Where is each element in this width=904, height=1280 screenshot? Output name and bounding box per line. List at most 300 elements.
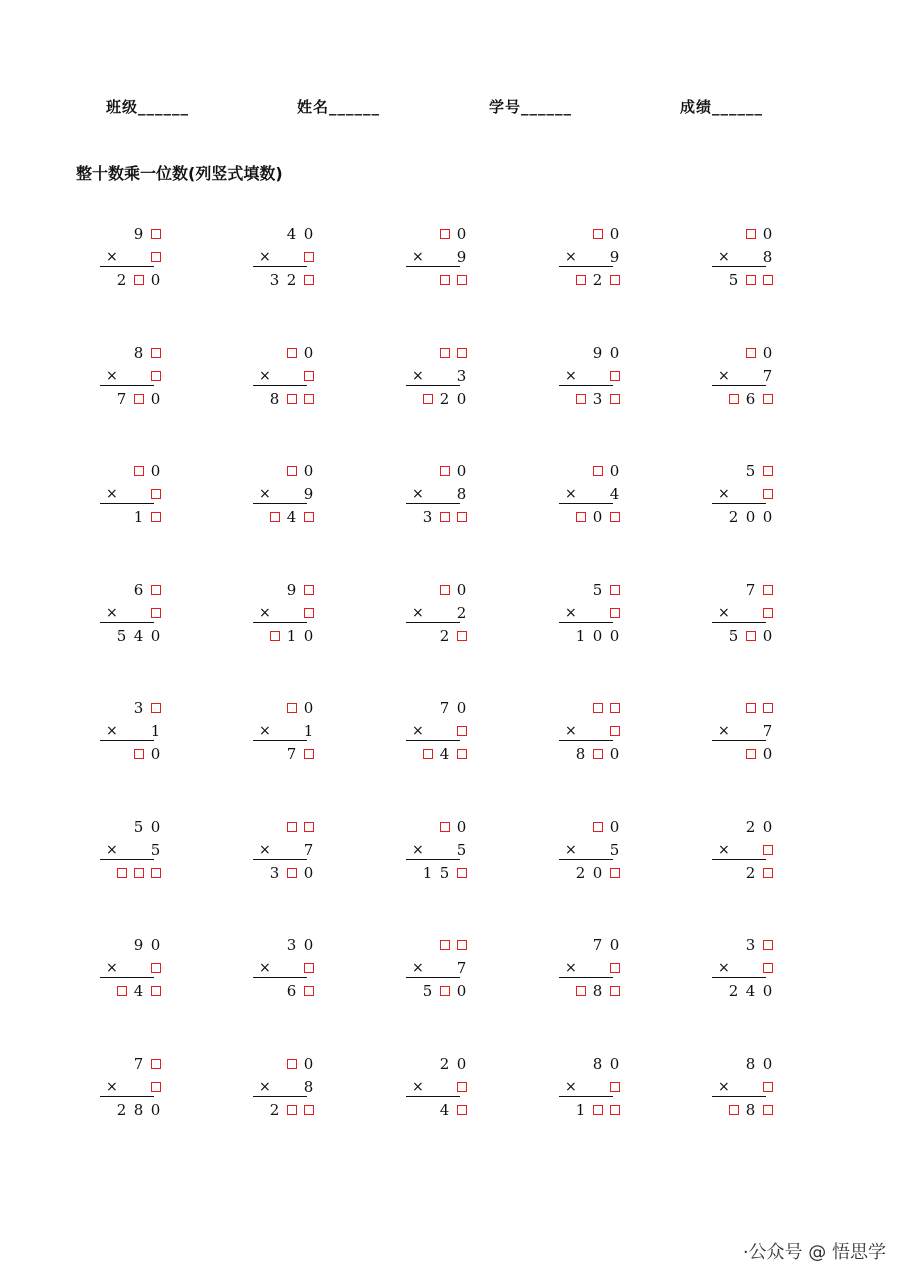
blank-box[interactable] bbox=[130, 270, 147, 290]
digit: 4 bbox=[286, 225, 297, 243]
digit: 0 bbox=[609, 745, 620, 763]
digit: 7 bbox=[456, 959, 467, 977]
blank-box[interactable] bbox=[589, 461, 606, 481]
multiplier bbox=[300, 247, 317, 267]
multiplication-problem bbox=[251, 698, 321, 768]
digit: 8 bbox=[456, 485, 467, 503]
multiplier bbox=[300, 721, 317, 741]
multiply-sign: × bbox=[565, 249, 577, 265]
answer-line bbox=[559, 622, 613, 623]
answer-line bbox=[559, 859, 613, 860]
blank-box[interactable] bbox=[436, 270, 453, 290]
blank-box[interactable] bbox=[283, 1100, 300, 1120]
blank-box[interactable] bbox=[742, 270, 759, 290]
blank-box[interactable] bbox=[147, 698, 164, 718]
answer-line bbox=[712, 1096, 766, 1097]
digit: 0 bbox=[303, 699, 314, 717]
multiply-sign: × bbox=[718, 723, 730, 739]
blank-box[interactable] bbox=[300, 603, 317, 623]
blank-box[interactable] bbox=[147, 484, 164, 504]
blank-box[interactable] bbox=[606, 721, 623, 741]
blank-box[interactable] bbox=[147, 981, 164, 1001]
digit: 0 bbox=[456, 462, 467, 480]
digit: 0 bbox=[745, 508, 756, 526]
blank-box[interactable] bbox=[742, 698, 759, 718]
blank-box[interactable] bbox=[606, 863, 623, 883]
blank-box[interactable] bbox=[453, 744, 470, 764]
answer-line bbox=[712, 266, 766, 267]
blank-box[interactable] bbox=[759, 958, 776, 978]
multiplication-problem bbox=[404, 935, 474, 1005]
blank-box[interactable] bbox=[266, 626, 283, 646]
blank-box[interactable] bbox=[453, 1100, 470, 1120]
product bbox=[436, 1100, 470, 1120]
digit: 5 bbox=[133, 817, 144, 836]
answer-line bbox=[712, 503, 766, 504]
answer-line bbox=[253, 266, 307, 267]
digit: 0 bbox=[762, 508, 773, 526]
multiplication-problem bbox=[251, 580, 321, 650]
multiply-sign: × bbox=[106, 723, 118, 739]
digit: 0 bbox=[762, 1054, 773, 1073]
blank-box[interactable] bbox=[759, 389, 776, 409]
multiplicand bbox=[436, 343, 470, 363]
digit: 7 bbox=[745, 580, 756, 599]
digit: 3 bbox=[745, 936, 756, 954]
digit: 0 bbox=[762, 626, 773, 645]
blank-box[interactable] bbox=[453, 626, 470, 646]
blank-box[interactable] bbox=[759, 484, 776, 504]
product bbox=[266, 1100, 317, 1120]
digit: 0 bbox=[303, 1054, 314, 1073]
answer-line bbox=[100, 977, 154, 978]
answer-line bbox=[406, 740, 460, 741]
blank-box[interactable] bbox=[436, 580, 453, 600]
digit: 1 bbox=[422, 863, 433, 882]
blank-box[interactable] bbox=[147, 863, 164, 883]
blank-box[interactable] bbox=[283, 817, 300, 837]
multiplier bbox=[147, 1077, 164, 1097]
blank-box[interactable] bbox=[300, 580, 317, 600]
blank-box[interactable] bbox=[147, 247, 164, 267]
digit: 0 bbox=[456, 699, 467, 717]
blank-box[interactable] bbox=[419, 744, 436, 764]
blank-box[interactable] bbox=[300, 817, 317, 837]
answer-line bbox=[253, 1096, 307, 1097]
blank-box[interactable] bbox=[453, 270, 470, 290]
answer-line bbox=[406, 859, 460, 860]
digit: 7 bbox=[439, 699, 450, 717]
multiplicand bbox=[589, 935, 623, 955]
product bbox=[436, 270, 470, 290]
multiplier bbox=[606, 721, 623, 741]
multiplication-problem bbox=[98, 224, 168, 294]
digit: 3 bbox=[422, 508, 433, 526]
watermark: ·公众号 @ 悟思学 bbox=[742, 1242, 886, 1263]
multiplicand bbox=[742, 343, 776, 363]
digit: 4 bbox=[745, 982, 756, 1000]
multiplier bbox=[606, 1077, 623, 1097]
answer-line bbox=[406, 1096, 460, 1097]
blank-box[interactable] bbox=[606, 981, 623, 1001]
digit: 0 bbox=[456, 1054, 467, 1073]
multiplication-problem bbox=[710, 935, 780, 1005]
multiplicand bbox=[742, 698, 776, 718]
multiplicand bbox=[589, 1054, 623, 1074]
digit: 0 bbox=[303, 936, 314, 954]
multiplicand bbox=[283, 224, 317, 244]
multiply-sign: × bbox=[718, 960, 730, 976]
multiplication-problem bbox=[98, 461, 168, 531]
digit: 2 bbox=[269, 1100, 280, 1119]
digit: 0 bbox=[609, 343, 620, 362]
multiplier bbox=[453, 840, 470, 860]
blank-box[interactable] bbox=[130, 863, 147, 883]
blank-box[interactable] bbox=[130, 389, 147, 409]
multiply-sign: × bbox=[718, 486, 730, 502]
answer-line bbox=[559, 503, 613, 504]
digit: 2 bbox=[439, 389, 450, 408]
multiplier bbox=[300, 1077, 317, 1097]
blank-box[interactable] bbox=[725, 389, 742, 409]
digit: 8 bbox=[575, 745, 586, 763]
multiply-sign: × bbox=[259, 604, 271, 621]
multiplicand bbox=[130, 343, 164, 363]
product bbox=[572, 270, 623, 290]
digit: 7 bbox=[116, 389, 127, 408]
multiplication-problem bbox=[98, 698, 168, 768]
answer-line bbox=[253, 503, 307, 504]
digit: 0 bbox=[456, 817, 467, 836]
product bbox=[572, 981, 623, 1001]
blank-box[interactable] bbox=[759, 270, 776, 290]
blank-box[interactable] bbox=[572, 507, 589, 527]
multiplicand bbox=[742, 461, 776, 481]
digit: 1 bbox=[303, 722, 314, 740]
digit: 8 bbox=[592, 1054, 603, 1073]
digit: 2 bbox=[456, 603, 467, 622]
multiplier bbox=[606, 958, 623, 978]
blank-box[interactable] bbox=[147, 507, 164, 527]
blank-box[interactable] bbox=[147, 580, 164, 600]
digit: 5 bbox=[150, 840, 161, 859]
multiply-sign: × bbox=[718, 1078, 730, 1095]
answer-line bbox=[100, 503, 154, 504]
multiplication-problem bbox=[98, 343, 168, 413]
blank-box[interactable] bbox=[572, 270, 589, 290]
digit: 2 bbox=[728, 982, 739, 1000]
answer-line bbox=[253, 385, 307, 386]
multiplier bbox=[759, 721, 776, 741]
blank-box[interactable] bbox=[147, 1077, 164, 1097]
digit: 4 bbox=[133, 626, 144, 645]
product bbox=[419, 389, 470, 409]
product bbox=[283, 981, 317, 1001]
digit: 0 bbox=[150, 626, 161, 645]
multiplier bbox=[453, 721, 470, 741]
answer-line bbox=[253, 977, 307, 978]
product bbox=[113, 270, 164, 290]
blank-box[interactable] bbox=[300, 958, 317, 978]
answer-line bbox=[712, 622, 766, 623]
blank-box[interactable] bbox=[147, 224, 164, 244]
digit: 0 bbox=[150, 936, 161, 954]
multiplication-problem bbox=[710, 580, 780, 650]
multiply-sign: × bbox=[718, 249, 730, 265]
digit: 5 bbox=[745, 462, 756, 480]
multiply-sign: × bbox=[106, 249, 118, 265]
blank-box[interactable] bbox=[283, 389, 300, 409]
answer-line bbox=[100, 740, 154, 741]
digit: 7 bbox=[592, 936, 603, 954]
blank-box[interactable] bbox=[147, 1054, 164, 1074]
blank-box[interactable] bbox=[606, 389, 623, 409]
blank-box[interactable] bbox=[759, 1100, 776, 1120]
blank-box[interactable] bbox=[589, 698, 606, 718]
digit: 0 bbox=[150, 1100, 161, 1119]
blank-box[interactable] bbox=[300, 507, 317, 527]
multiplier bbox=[759, 603, 776, 623]
blank-box[interactable] bbox=[759, 461, 776, 481]
multiplicand bbox=[742, 580, 776, 600]
multiplier bbox=[147, 721, 164, 741]
multiply-sign: × bbox=[259, 367, 271, 384]
multiplier bbox=[606, 366, 623, 386]
multiplicand bbox=[283, 698, 317, 718]
blank-box[interactable] bbox=[147, 366, 164, 386]
blank-box[interactable] bbox=[283, 343, 300, 363]
blank-box[interactable] bbox=[436, 507, 453, 527]
blank-box[interactable] bbox=[300, 981, 317, 1001]
digit: 5 bbox=[609, 840, 620, 859]
product bbox=[725, 270, 776, 290]
multiply-sign: × bbox=[106, 604, 118, 621]
multiplication-problem bbox=[710, 817, 780, 887]
digit: 9 bbox=[609, 248, 620, 266]
blank-box[interactable] bbox=[742, 224, 759, 244]
worksheet-title: 整十数乘一位数(列竖式填数) bbox=[76, 164, 283, 183]
answer-line bbox=[406, 503, 460, 504]
name-field: 姓名______ bbox=[297, 98, 381, 116]
multiplication-problem bbox=[557, 461, 627, 531]
digit: 2 bbox=[439, 626, 450, 645]
blank-box[interactable] bbox=[742, 626, 759, 646]
blank-box[interactable] bbox=[725, 1100, 742, 1120]
digit: 0 bbox=[592, 508, 603, 526]
multiply-sign: × bbox=[565, 1078, 577, 1095]
multiply-sign: × bbox=[412, 486, 424, 502]
multiply-sign: × bbox=[412, 1078, 424, 1095]
blank-box[interactable] bbox=[283, 863, 300, 883]
multiplicand bbox=[283, 461, 317, 481]
blank-box[interactable] bbox=[283, 698, 300, 718]
multiplier bbox=[453, 1077, 470, 1097]
multiply-sign: × bbox=[565, 841, 577, 858]
digit: 6 bbox=[133, 580, 144, 599]
blank-box[interactable] bbox=[606, 603, 623, 623]
blank-box[interactable] bbox=[589, 224, 606, 244]
blank-box[interactable] bbox=[759, 935, 776, 955]
blank-box[interactable] bbox=[606, 507, 623, 527]
blank-box[interactable] bbox=[300, 366, 317, 386]
blank-box[interactable] bbox=[606, 580, 623, 600]
blank-box[interactable] bbox=[606, 1077, 623, 1097]
blank-box[interactable] bbox=[300, 389, 317, 409]
digit: 2 bbox=[592, 271, 603, 289]
multiplication-problem bbox=[710, 1054, 780, 1124]
multiplication-problem bbox=[404, 698, 474, 768]
blank-box[interactable] bbox=[453, 863, 470, 883]
blank-box[interactable] bbox=[130, 744, 147, 764]
digit: 2 bbox=[745, 817, 756, 836]
blank-box[interactable] bbox=[453, 1077, 470, 1097]
multiply-sign: × bbox=[412, 249, 424, 265]
digit: 0 bbox=[150, 389, 161, 408]
blank-box[interactable] bbox=[759, 1077, 776, 1097]
blank-box[interactable] bbox=[453, 507, 470, 527]
blank-box[interactable] bbox=[266, 507, 283, 527]
multiplier bbox=[606, 840, 623, 860]
multiplier bbox=[606, 247, 623, 267]
blank-box[interactable] bbox=[606, 270, 623, 290]
multiplication-problem bbox=[710, 698, 780, 768]
multiplier bbox=[300, 603, 317, 623]
multiply-sign: × bbox=[412, 723, 424, 739]
digit: 2 bbox=[286, 271, 297, 289]
digit: 0 bbox=[303, 225, 314, 243]
blank-box[interactable] bbox=[759, 580, 776, 600]
product bbox=[725, 507, 776, 527]
blank-box[interactable] bbox=[759, 603, 776, 623]
blank-box[interactable] bbox=[742, 343, 759, 363]
multiplier bbox=[300, 958, 317, 978]
multiplier bbox=[759, 1077, 776, 1097]
blank-box[interactable] bbox=[572, 389, 589, 409]
answer-line bbox=[406, 622, 460, 623]
blank-box[interactable] bbox=[742, 744, 759, 764]
digit: 0 bbox=[303, 343, 314, 362]
blank-box[interactable] bbox=[300, 1100, 317, 1120]
blank-box[interactable] bbox=[606, 698, 623, 718]
digit: 3 bbox=[592, 389, 603, 408]
digit: 8 bbox=[762, 248, 773, 266]
blank-box[interactable] bbox=[589, 1100, 606, 1120]
digit: 5 bbox=[592, 580, 603, 599]
blank-box[interactable] bbox=[283, 461, 300, 481]
blank-box[interactable] bbox=[572, 981, 589, 1001]
blank-box[interactable] bbox=[606, 366, 623, 386]
multiplication-problem bbox=[251, 461, 321, 531]
digit: 0 bbox=[150, 745, 161, 763]
digit: 0 bbox=[609, 462, 620, 480]
digit: 4 bbox=[439, 745, 450, 763]
multiplication-problem bbox=[404, 580, 474, 650]
product bbox=[266, 270, 317, 290]
class-field: 班级______ bbox=[106, 98, 190, 116]
blank-box[interactable] bbox=[436, 461, 453, 481]
blank-box[interactable] bbox=[759, 863, 776, 883]
multiplication-problem bbox=[251, 935, 321, 1005]
digit: 0 bbox=[609, 1054, 620, 1073]
blank-box[interactable] bbox=[147, 603, 164, 623]
multiplicand bbox=[436, 698, 470, 718]
blank-box[interactable] bbox=[436, 817, 453, 837]
blank-box[interactable] bbox=[147, 343, 164, 363]
product bbox=[113, 626, 164, 646]
answer-line bbox=[100, 385, 154, 386]
multiplication-problem bbox=[98, 935, 168, 1005]
digit: 9 bbox=[133, 936, 144, 954]
multiply-sign: × bbox=[718, 604, 730, 621]
blank-box[interactable] bbox=[759, 840, 776, 860]
digit: 7 bbox=[762, 366, 773, 385]
blank-box[interactable] bbox=[436, 343, 453, 363]
multiplier bbox=[300, 366, 317, 386]
multiplication-problem bbox=[98, 580, 168, 650]
blank-box[interactable] bbox=[300, 247, 317, 267]
product bbox=[572, 1100, 623, 1120]
digit: 1 bbox=[150, 722, 161, 740]
blank-box[interactable] bbox=[453, 343, 470, 363]
blank-box[interactable] bbox=[300, 270, 317, 290]
product bbox=[742, 744, 776, 764]
multiplication-problem bbox=[404, 1054, 474, 1124]
multiplicand bbox=[589, 580, 623, 600]
blank-box[interactable] bbox=[147, 958, 164, 978]
blank-box[interactable] bbox=[130, 461, 147, 481]
multiplication-problem bbox=[404, 461, 474, 531]
multiply-sign: × bbox=[718, 367, 730, 384]
multiplicand bbox=[130, 935, 164, 955]
answer-line bbox=[253, 740, 307, 741]
product bbox=[113, 389, 164, 409]
blank-box[interactable] bbox=[606, 958, 623, 978]
multiply-sign: × bbox=[106, 960, 118, 976]
blank-box[interactable] bbox=[113, 863, 130, 883]
blank-box[interactable] bbox=[113, 981, 130, 1001]
product bbox=[266, 626, 317, 646]
blank-box[interactable] bbox=[283, 1054, 300, 1074]
blank-box[interactable] bbox=[589, 817, 606, 837]
blank-box[interactable] bbox=[436, 981, 453, 1001]
digit: 4 bbox=[133, 982, 144, 1000]
multiplication-problem bbox=[557, 1054, 627, 1124]
blank-box[interactable] bbox=[419, 389, 436, 409]
multiplier bbox=[453, 958, 470, 978]
blank-box[interactable] bbox=[453, 721, 470, 741]
blank-box[interactable] bbox=[453, 935, 470, 955]
digit: 7 bbox=[762, 722, 773, 740]
answer-line bbox=[712, 977, 766, 978]
digit: 4 bbox=[439, 1100, 450, 1119]
blank-box[interactable] bbox=[436, 224, 453, 244]
blank-box[interactable] bbox=[436, 935, 453, 955]
blank-box[interactable] bbox=[300, 744, 317, 764]
blank-box[interactable] bbox=[759, 698, 776, 718]
multiplicand bbox=[742, 224, 776, 244]
multiply-sign: × bbox=[412, 960, 424, 976]
product bbox=[725, 981, 776, 1001]
product bbox=[572, 626, 623, 646]
multiplier bbox=[300, 484, 317, 504]
blank-box[interactable] bbox=[606, 1100, 623, 1120]
multiplication-problem bbox=[557, 935, 627, 1005]
digit: 8 bbox=[133, 343, 144, 362]
blank-box[interactable] bbox=[589, 744, 606, 764]
multiplicand bbox=[130, 817, 164, 837]
product bbox=[113, 981, 164, 1001]
product bbox=[742, 863, 776, 883]
